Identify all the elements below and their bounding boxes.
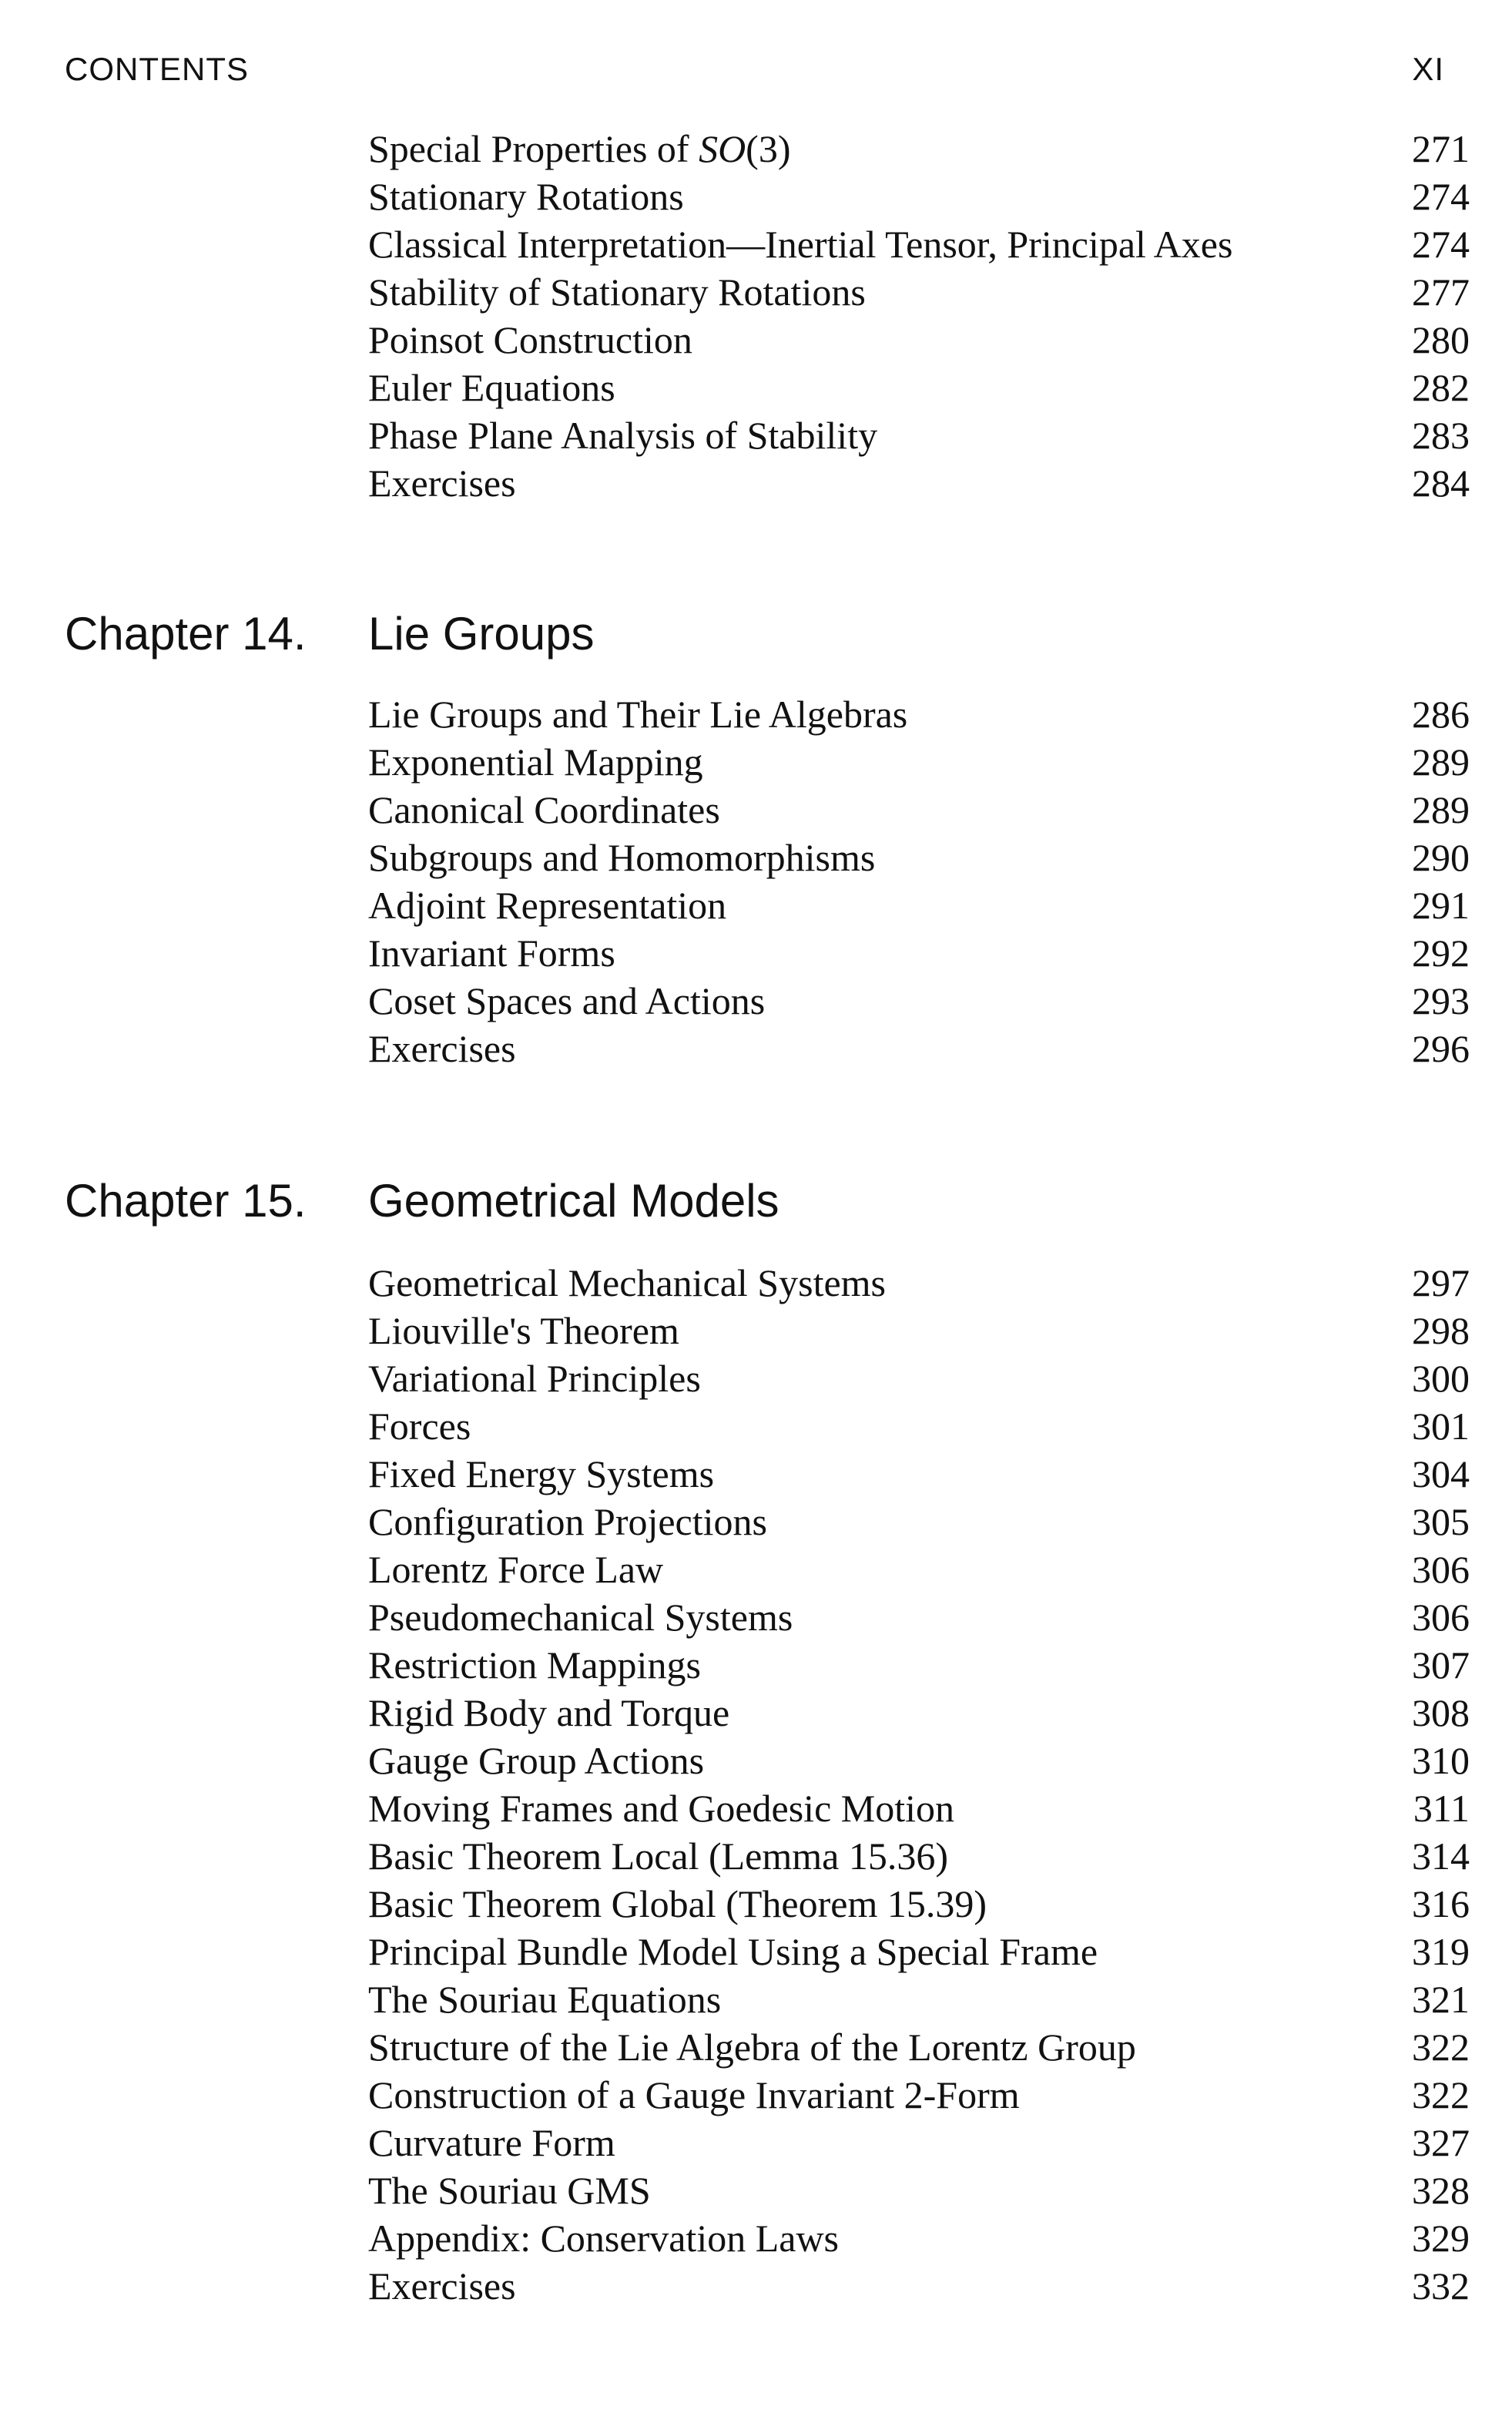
toc-entry-title: Rigid Body and Torque <box>368 1691 730 1734</box>
toc-entry-title: Canonical Coordinates <box>368 788 720 831</box>
toc-entry-page: 289 <box>1412 740 1470 784</box>
toc-entry <box>368 881 1470 929</box>
toc-entry-title: Structure of the Lie Algebra of the Lorentz Group <box>368 2026 1136 2069</box>
toc-entry <box>368 738 1470 786</box>
toc-entry <box>368 316 1470 364</box>
toc-entry <box>368 1737 1470 1784</box>
toc-entry-title: Construction of a Gauge Invariant 2-Form <box>368 2073 1020 2116</box>
toc-entry <box>368 1975 1470 2023</box>
toc-entry <box>368 364 1470 411</box>
running-head-title: CONTENTS <box>65 51 249 87</box>
toc-entry <box>368 977 1470 1025</box>
toc-entry-title: Forces <box>368 1405 471 1448</box>
toc-entry <box>368 220 1470 268</box>
toc-entry-page: 328 <box>1412 2169 1470 2212</box>
toc-entry <box>368 1641 1470 1689</box>
toc-entry-title: Euler Equations <box>368 366 615 409</box>
toc-entry-title: Geometrical Mechanical Systems <box>368 1261 886 1304</box>
toc-entry-page: 274 <box>1412 223 1470 266</box>
toc-entry-page: 286 <box>1412 693 1470 736</box>
chapter-number: Chapter 14. <box>65 608 307 660</box>
toc-entry <box>368 1928 1470 1975</box>
toc-entry-title: Invariant Forms <box>368 931 615 975</box>
toc-entry-page: 301 <box>1412 1405 1470 1448</box>
toc-entry-title: Exponential Mapping <box>368 740 703 784</box>
toc-entry-page: 304 <box>1412 1452 1470 1495</box>
toc-entry-page: 310 <box>1412 1739 1470 1782</box>
toc-entry-title: Exercises <box>368 2264 516 2307</box>
toc-entry-title: Special Properties of SO(3) <box>368 127 791 170</box>
toc-entry-page: 305 <box>1412 1500 1470 1543</box>
chapter-title: Lie Groups <box>368 608 595 660</box>
toc-entry-page: 306 <box>1412 1596 1470 1639</box>
toc-entry <box>368 1832 1470 1880</box>
toc-entry-page: 296 <box>1412 1027 1470 1070</box>
toc-entry <box>368 786 1470 834</box>
toc-entry-page: 311 <box>1413 1787 1470 1830</box>
chapter-number: Chapter 15. <box>65 1175 307 1227</box>
toc-entry-page: 297 <box>1412 1261 1470 1304</box>
chapter-entries <box>368 690 1470 1072</box>
toc-entry-title: Stationary Rotations <box>368 175 684 218</box>
toc-entry-title: Moving Frames and Goedesic Motion <box>368 1787 955 1830</box>
toc-entry-title: Subgroups and Homomorphisms <box>368 836 876 879</box>
toc-entry-page: 332 <box>1412 2264 1470 2307</box>
toc-entry-page: 284 <box>1412 461 1470 505</box>
toc-entry-page: 291 <box>1412 884 1470 927</box>
toc-entry-page: 290 <box>1412 836 1470 879</box>
toc-entry <box>368 1880 1470 1928</box>
toc-entry <box>368 411 1470 459</box>
toc-entry <box>368 2214 1470 2262</box>
toc-entry-page: 316 <box>1412 1882 1470 1925</box>
toc-entry-title: The Souriau Equations <box>368 1978 722 2021</box>
continued-entries <box>368 125 1470 507</box>
toc-entry <box>368 1546 1470 1593</box>
toc-entry <box>368 1689 1470 1737</box>
toc-entry-title: Restriction Mappings <box>368 1643 701 1687</box>
toc-entry <box>368 1498 1470 1546</box>
toc-entry-page: 282 <box>1412 366 1470 409</box>
toc-entry-page: 306 <box>1412 1548 1470 1591</box>
toc-entry <box>368 1307 1470 1354</box>
toc-entry <box>368 1450 1470 1498</box>
toc-entry-page: 327 <box>1412 2121 1470 2164</box>
toc-entry <box>368 1354 1470 1402</box>
toc-entry-title: Exercises <box>368 461 516 505</box>
toc-entry-page: 292 <box>1412 931 1470 975</box>
toc-entry <box>368 268 1470 316</box>
toc-entry-page: 271 <box>1412 127 1470 170</box>
toc-entry-page: 322 <box>1412 2026 1470 2069</box>
toc-entry-page: 319 <box>1412 1930 1470 1973</box>
toc-entry-page: 280 <box>1412 318 1470 361</box>
toc-entry-title: Configuration Projections <box>368 1500 767 1543</box>
toc-entry-title: The Souriau GMS <box>368 2169 651 2212</box>
toc-entry-title: Stability of Stationary Rotations <box>368 270 866 314</box>
toc-entry <box>368 1025 1470 1072</box>
toc-entry <box>368 1259 1470 1307</box>
toc-entry-page: 298 <box>1412 1309 1470 1352</box>
toc-entry <box>368 2023 1470 2071</box>
toc-entry-title: Curvature Form <box>368 2121 615 2164</box>
toc-entry-page: 308 <box>1412 1691 1470 1734</box>
toc-entry-page: 307 <box>1412 1643 1470 1687</box>
toc-entry <box>368 690 1470 738</box>
toc-entry-page: 314 <box>1412 1834 1470 1878</box>
toc-entry-title: Gauge Group Actions <box>368 1739 705 1782</box>
toc-entry <box>368 2262 1470 2310</box>
chapter-title: Geometrical Models <box>368 1175 779 1227</box>
toc-entry-title: Coset Spaces and Actions <box>368 979 766 1022</box>
toc-entry-page: 322 <box>1412 2073 1470 2116</box>
toc-entry-title: Variational Principles <box>368 1357 701 1400</box>
toc-entry-page: 329 <box>1412 2217 1470 2260</box>
toc-entry-title: Lorentz Force Law <box>368 1548 664 1591</box>
running-head-page-number: XI <box>1412 51 1444 87</box>
toc-entry-title: Basic Theorem Global (Theorem 15.39) <box>368 1882 987 1925</box>
toc-entry-title: Adjoint Representation <box>368 884 727 927</box>
toc-entry <box>368 929 1470 977</box>
toc-entry-title: Exercises <box>368 1027 516 1070</box>
toc-entry <box>368 2071 1470 2119</box>
toc-entry-page: 283 <box>1412 414 1470 457</box>
toc-entry-title: Pseudomechanical Systems <box>368 1596 793 1639</box>
toc-entry-page: 293 <box>1412 979 1470 1022</box>
toc-entry <box>368 173 1470 220</box>
toc-entry <box>368 459 1470 507</box>
toc-entry-page: 289 <box>1412 788 1470 831</box>
toc-entry-title: Principal Bundle Model Using a Special Frame <box>368 1930 1098 1973</box>
toc-entry <box>368 125 1470 173</box>
running-head <box>65 51 1447 97</box>
toc-entry-page: 274 <box>1412 175 1470 218</box>
toc-entry-title: Liouville's Theorem <box>368 1309 679 1352</box>
toc-entry-page: 277 <box>1412 270 1470 314</box>
toc-entry-title: Phase Plane Analysis of Stability <box>368 414 878 457</box>
toc-entry-title: Poinsot Construction <box>368 318 692 361</box>
toc-entry-title: Lie Groups and Their Lie Algebras <box>368 693 908 736</box>
toc-entry-title: Basic Theorem Local (Lemma 15.36) <box>368 1834 948 1878</box>
toc-entry <box>368 1593 1470 1641</box>
toc-entry-page: 321 <box>1412 1978 1470 2021</box>
toc-entry-title: Classical Interpretation—Inertial Tensor, Principal Axes <box>368 223 1233 266</box>
toc-entry-title: Appendix: Conservation Laws <box>368 2217 840 2260</box>
toc-entry <box>368 834 1470 881</box>
toc-entry <box>368 1784 1470 1832</box>
toc-entry <box>368 1402 1470 1450</box>
toc-entry <box>368 2167 1470 2214</box>
chapter-entries <box>368 1259 1470 2310</box>
toc-entry <box>368 2119 1470 2167</box>
toc-entry-title: Fixed Energy Systems <box>368 1452 715 1495</box>
toc-entry-page: 300 <box>1412 1357 1470 1400</box>
